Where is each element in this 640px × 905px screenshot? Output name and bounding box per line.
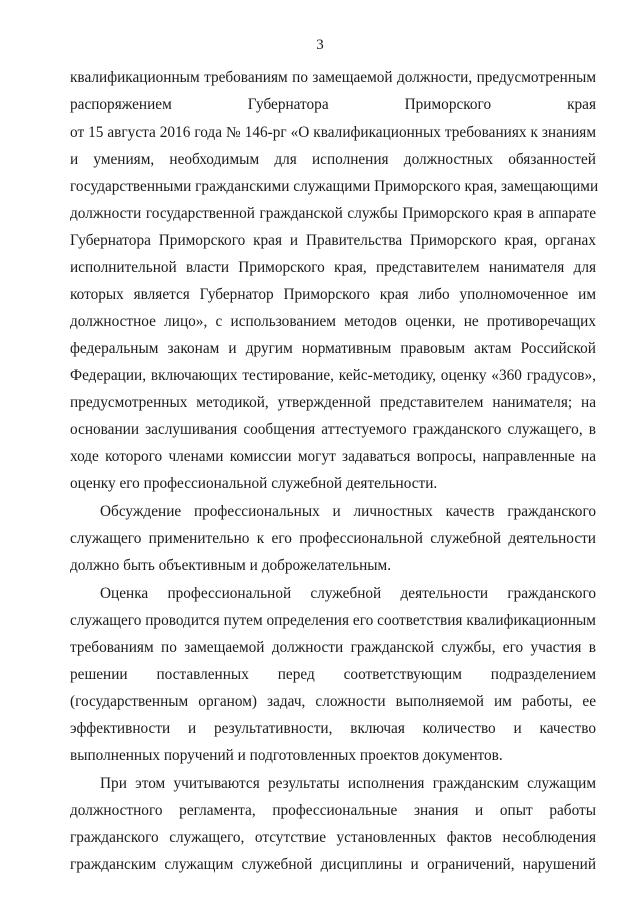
- text-line: основании заслушивания сообщения аттестуемого гражданского служащего, в: [70, 421, 596, 438]
- text-line: гражданского служащего, отсутствие установленных фактов несоблюдения: [70, 829, 596, 846]
- text-line: (государственным органом) задач, сложности выполняемой им работы, ее: [70, 693, 596, 710]
- text-line: оценку его профессиональной служебной деятельности.: [70, 475, 438, 492]
- text-line: служащего применительно к его профессиональной служебной деятельности: [70, 530, 596, 547]
- text-line: государственными гражданскими служащими Приморского края, замещающими: [70, 178, 599, 195]
- text-line: Федерации, включающих тестирование, кейс-методику, оценку «360 градусов»,: [70, 367, 596, 384]
- text-line: Обсуждение профессиональных и личностных качеств гражданского: [100, 503, 596, 520]
- text-line: распоряжением Губернатора Приморского края: [70, 96, 596, 113]
- text-line: ходе которого членами комиссии могут задаваться вопросы, направленные на: [70, 448, 596, 465]
- text-line: эффективности и результативности, включая количество и качество: [70, 720, 596, 737]
- text-line: федеральным законам и другим нормативным правовым актам Российской: [70, 340, 596, 357]
- text-line: квалификационным требованиям по замещаемой должности, предусмотренным: [70, 69, 596, 86]
- text-line: требованиям по замещаемой должности гражданской службы, его участия в: [70, 639, 596, 656]
- text-line: При этом учитываются результаты исполнения гражданским служащим: [100, 775, 596, 792]
- text-line: должности государственной гражданской службы Приморского края в аппарате: [70, 205, 596, 222]
- text-line: должностного регламента, профессиональные знания и опыт работы: [70, 802, 596, 819]
- text-line: предусмотренных методикой, утвержденной представителем нанимателя; на: [70, 394, 596, 411]
- text-line: Оценка профессиональной служебной деятельности гражданского: [100, 585, 596, 602]
- text-line: Губернатора Приморского края и Правительства Приморского края, органах: [70, 232, 596, 249]
- text-line: которых является Губернатор Приморского края либо уполномоченное им: [70, 286, 596, 303]
- text-line: гражданским служащим служебной дисциплины и ограничений, нарушений: [70, 856, 596, 873]
- page-number: 3: [316, 37, 324, 53]
- text-line: исполнительной власти Приморского края, представителем нанимателя для: [70, 259, 596, 276]
- text-line: служащего проводится путем определения его соответствия квалификационным: [70, 612, 596, 629]
- text-line: должностное лицо», с использованием методов оценки, не противоречащих: [70, 313, 596, 330]
- text-line: и умениям, необходимым для исполнения должностных обязанностей: [70, 151, 596, 168]
- text-line: выполненных поручений и подготовленных проектов документов.: [70, 747, 503, 764]
- text-line: должно быть объективным и доброжелательным.: [70, 557, 392, 574]
- text-line: от 15 августа 2016 года № 146-рг «О квалификационных требованиях к знаниям: [70, 124, 596, 141]
- text-line: решении поставленных перед соответствующим подразделением: [70, 666, 596, 683]
